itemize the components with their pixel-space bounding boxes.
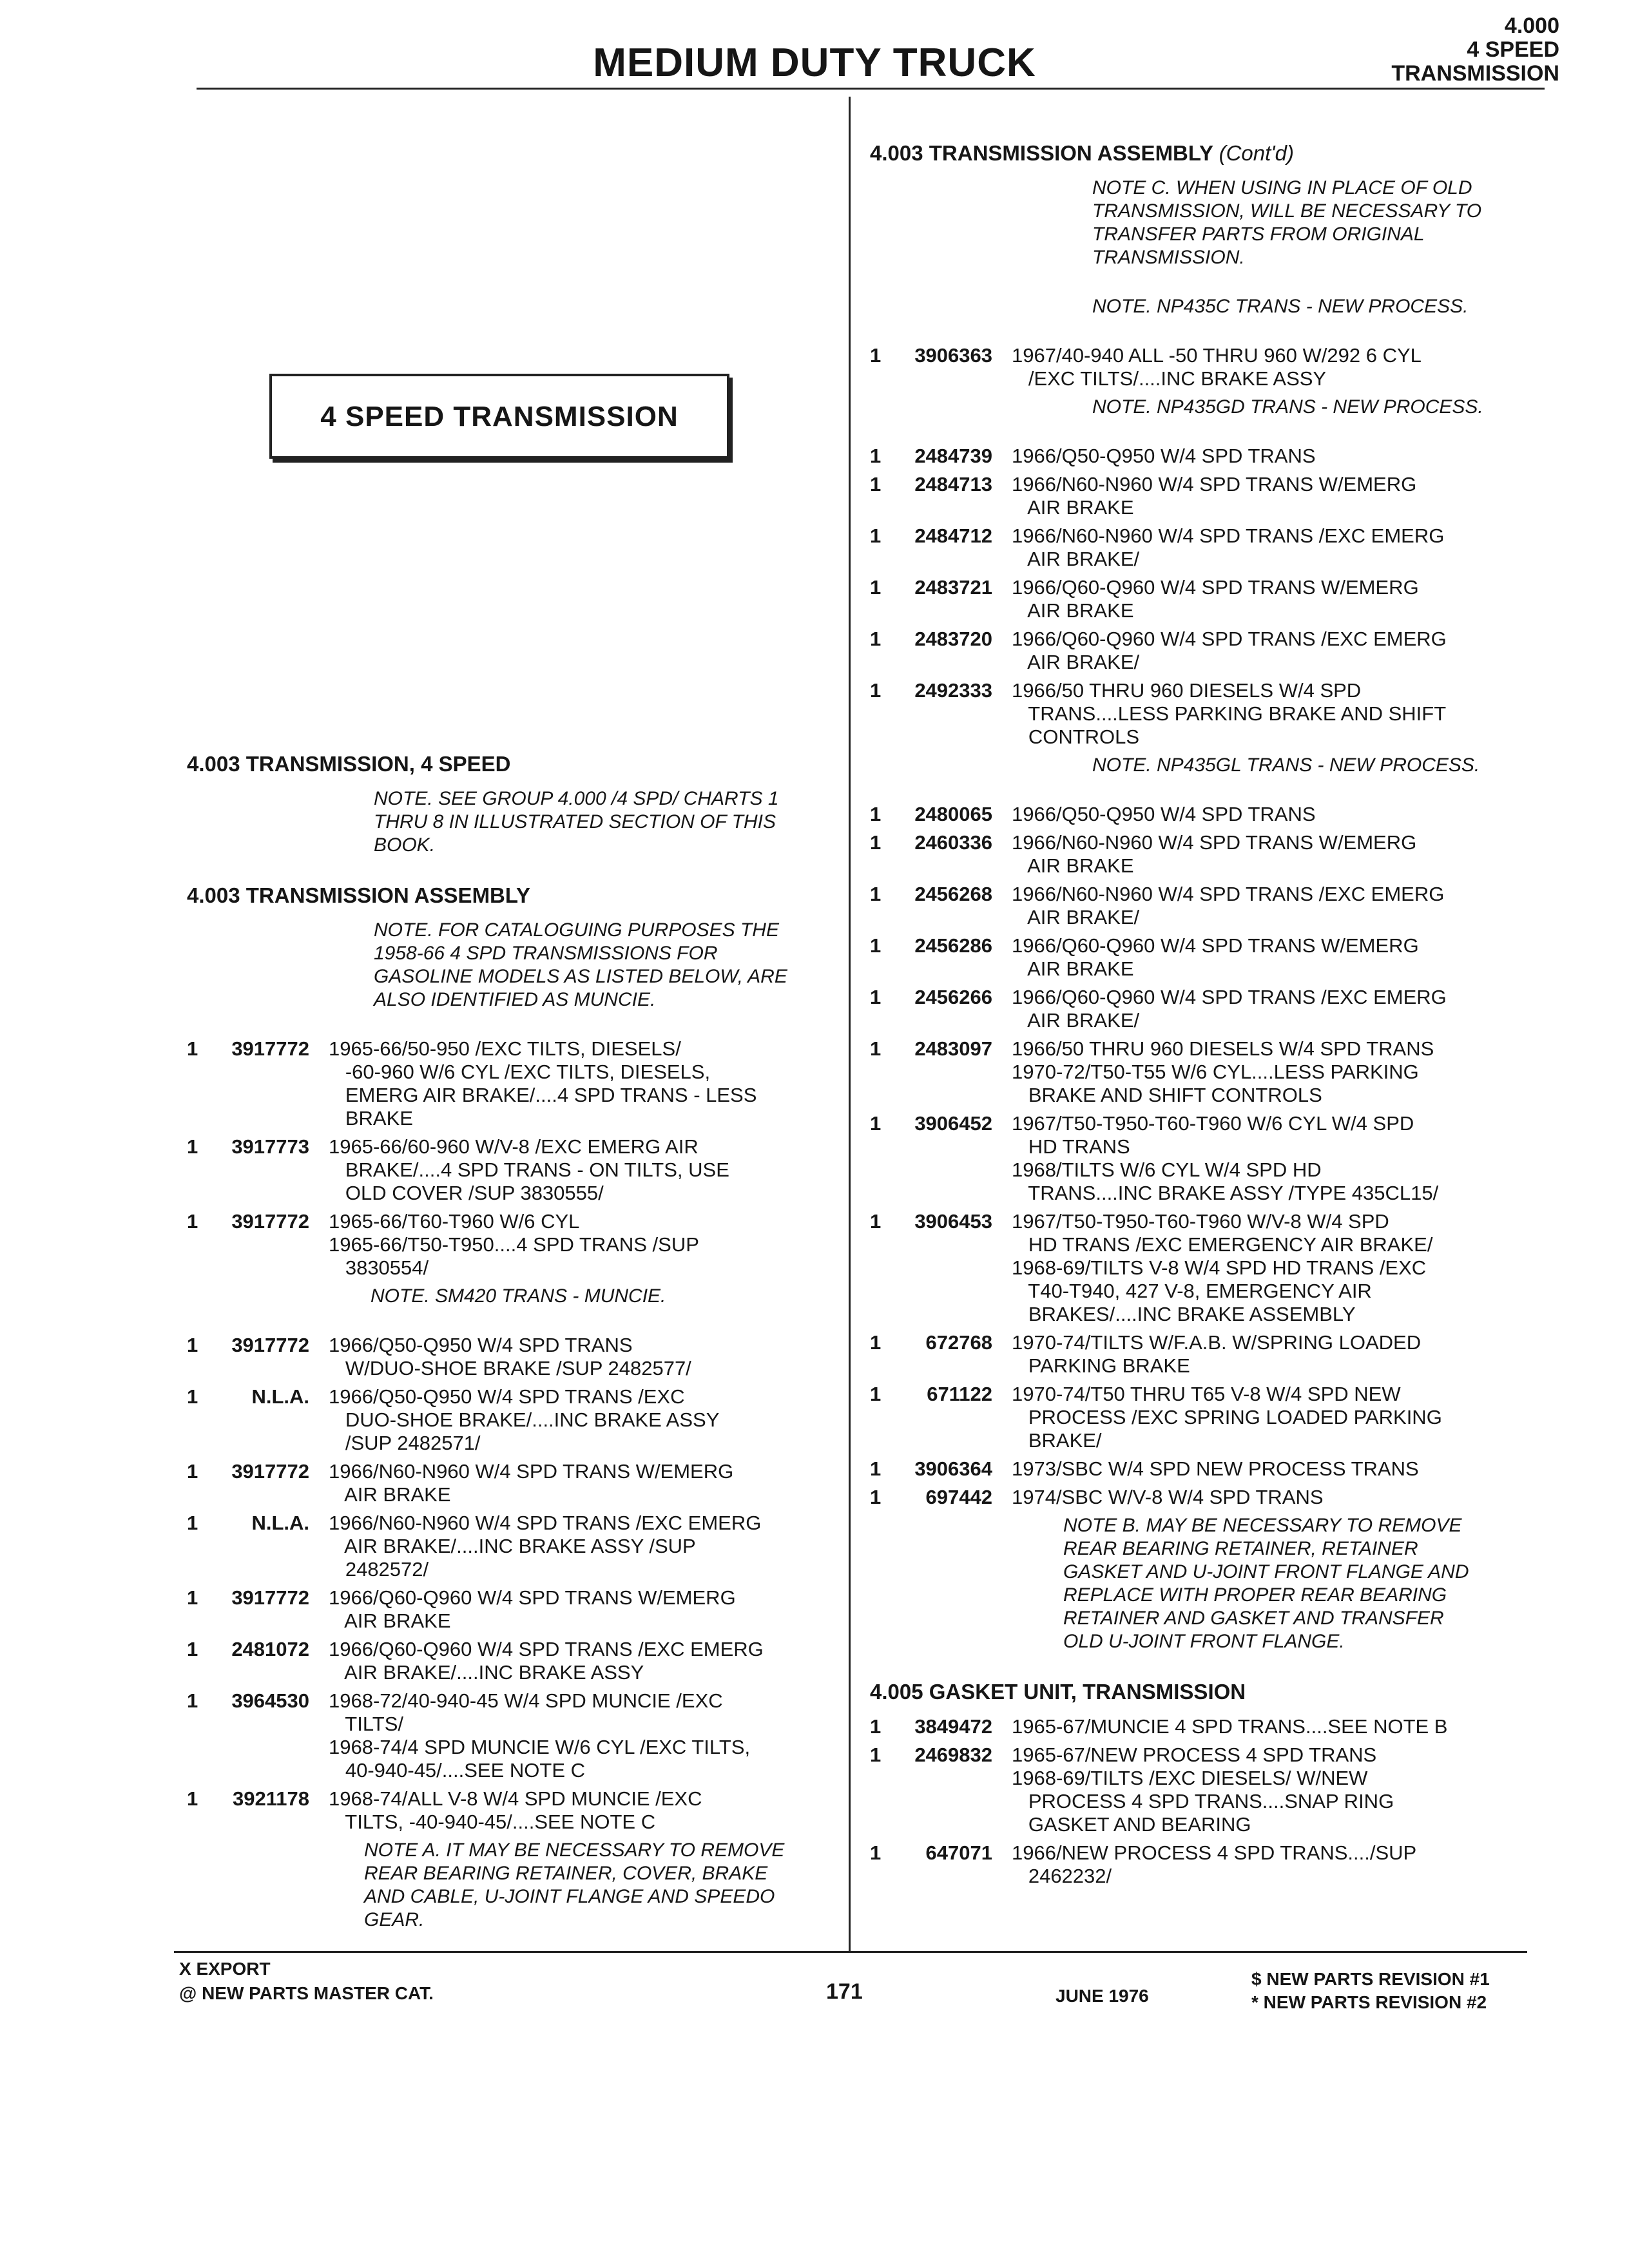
part-row xyxy=(870,1457,1566,1481)
section-heading xyxy=(187,751,838,777)
part-row xyxy=(870,1744,1566,1836)
quantity: 1 xyxy=(187,1135,198,1158)
description-line: AIR BRAKE/....INC BRAKE ASSY /SUP xyxy=(329,1535,696,1557)
description-line: 1968-69/TILTS /EXC DIESELS/ W/NEW xyxy=(1012,1767,1368,1789)
description-line: AIR BRAKE/ xyxy=(1012,1009,1140,1032)
description-line: 1966/50 THRU 960 DIESELS W/4 SPD xyxy=(1012,679,1362,702)
part-description xyxy=(329,1787,838,1834)
footer-date: JUNE 1976 xyxy=(1055,1986,1149,2006)
part-number: 2456268 xyxy=(914,883,992,905)
description-line: HD TRANS xyxy=(1012,1135,1130,1158)
description-line: 1968/TILTS W/6 CYL W/4 SPD HD xyxy=(1012,1158,1322,1181)
description-line: 1966/N60-N960 W/4 SPD TRANS /EXC EMERG xyxy=(329,1512,762,1534)
part-row xyxy=(187,1334,838,1380)
section-box xyxy=(269,374,729,459)
part-description xyxy=(1012,1841,1566,1888)
description-line: 1973/SBC W/4 SPD NEW PROCESS TRANS xyxy=(1012,1457,1419,1480)
part-description xyxy=(1012,524,1566,571)
part-row xyxy=(870,1486,1566,1509)
part-description xyxy=(329,1460,838,1506)
part-description xyxy=(1012,1383,1566,1452)
quantity: 1 xyxy=(187,1512,198,1534)
quantity: 1 xyxy=(870,473,882,495)
part-description xyxy=(1012,1486,1566,1509)
part-number: 697442 xyxy=(925,1486,992,1508)
part-number: 671122 xyxy=(927,1383,992,1405)
quantity: 1 xyxy=(187,1210,198,1233)
header-rule xyxy=(197,88,1545,90)
description-line: HD TRANS /EXC EMERGENCY AIR BRAKE/ xyxy=(1012,1233,1433,1256)
part-number: 2469832 xyxy=(914,1744,992,1766)
part-description xyxy=(329,1689,838,1782)
part-number: 2460336 xyxy=(914,831,992,854)
description-line: 1966/Q60-Q960 W/4 SPD TRANS /EXC EMERG xyxy=(1012,986,1447,1008)
quantity: 1 xyxy=(870,1744,882,1766)
quantity: 1 xyxy=(187,1638,198,1660)
description-line: 1968-74/ALL V-8 W/4 SPD MUNCIE /EXC xyxy=(329,1787,702,1810)
quantity: 1 xyxy=(870,1715,882,1738)
part-description xyxy=(1012,445,1566,468)
description-line: /SUP 2482571/ xyxy=(329,1432,481,1454)
quantity: 1 xyxy=(870,1210,882,1233)
part-number: 3964530 xyxy=(231,1689,309,1712)
description-line: TILTS/ xyxy=(329,1713,403,1735)
description-line: 1968-69/TILTS V-8 W/4 SPD HD TRANS /EXC xyxy=(1012,1256,1427,1279)
description-line: 1965-66/T50-T950....4 SPD TRANS /SUP xyxy=(329,1233,699,1256)
part-description xyxy=(1012,344,1566,390)
description-line: AIR BRAKE xyxy=(1012,957,1134,980)
description-line: TRANS....LESS PARKING BRAKE AND SHIFT xyxy=(1012,702,1447,725)
section-heading xyxy=(870,1679,1566,1705)
quantity: 1 xyxy=(187,1385,198,1408)
description-line: 1966/Q60-Q960 W/4 SPD TRANS W/EMERG xyxy=(1012,576,1419,599)
note-text: NOTE. NP435GD TRANS - NEW PROCESS. xyxy=(1092,396,1483,418)
part-number: 672768 xyxy=(925,1331,992,1354)
description-line: 1965-66/50-950 /EXC TILTS, DIESELS/ xyxy=(329,1037,681,1060)
quantity: 1 xyxy=(870,883,882,905)
section-subtitle-2: TRANSMISSION xyxy=(1391,61,1559,86)
part-number: 647071 xyxy=(925,1841,992,1864)
part-row xyxy=(187,1787,838,1834)
description-line: AIR BRAKE xyxy=(329,1610,451,1632)
part-row xyxy=(870,883,1566,929)
part-row xyxy=(870,628,1566,674)
part-number: 2480065 xyxy=(914,803,992,825)
note-text: NOTE C. WHEN USING IN PLACE OF OLD TRANSMISSION, WILL BE NECESSARY TO TRANSFER PARTS FROM ORIGINAL TRANSMISSION. xyxy=(1092,177,1482,268)
part-number: 2456286 xyxy=(914,934,992,957)
part-description xyxy=(1012,1112,1566,1205)
continued-label: (Cont'd) xyxy=(1219,141,1294,165)
section-number: 4.000 xyxy=(1504,14,1559,38)
section-box-label: 4 SPEED TRANSMISSION xyxy=(320,401,679,432)
description-line: 1966/Q60-Q960 W/4 SPD TRANS W/EMERG xyxy=(1012,934,1419,957)
part-number: 3917772 xyxy=(231,1037,309,1060)
part-description xyxy=(1012,1331,1566,1378)
part-description xyxy=(1012,1457,1566,1481)
part-number: 2456266 xyxy=(914,986,992,1008)
part-row xyxy=(870,524,1566,571)
description-line: 2462232/ xyxy=(1012,1865,1112,1887)
part-row xyxy=(187,1385,838,1455)
part-number: N.L.A. xyxy=(251,1512,309,1534)
part-description xyxy=(329,1638,838,1684)
quantity: 1 xyxy=(870,628,882,650)
description-line: GASKET AND BEARING xyxy=(1012,1813,1251,1836)
footer-master: @ NEW PARTS MASTER CAT. xyxy=(179,1983,434,2003)
part-number: 3917772 xyxy=(231,1210,309,1233)
part-description xyxy=(1012,934,1566,981)
part-description xyxy=(329,1135,838,1205)
part-description xyxy=(1012,831,1566,878)
right-column xyxy=(870,140,1566,1893)
quantity: 1 xyxy=(870,1486,882,1508)
description-line: DUO-SHOE BRAKE/....INC BRAKE ASSY xyxy=(329,1408,720,1431)
part-description xyxy=(1012,473,1566,519)
part-description xyxy=(1012,576,1566,622)
description-line: BRAKE AND SHIFT CONTROLS xyxy=(1012,1084,1322,1106)
quantity: 1 xyxy=(870,831,882,854)
quantity: 1 xyxy=(870,803,882,825)
description-line: BRAKE/....4 SPD TRANS - ON TILTS, USE xyxy=(329,1158,729,1181)
description-line: 1966/50 THRU 960 DIESELS W/4 SPD TRANS xyxy=(1012,1037,1434,1060)
quantity: 1 xyxy=(187,1037,198,1060)
quantity: 1 xyxy=(870,1383,882,1405)
part-row xyxy=(187,1586,838,1633)
part-number: 2484713 xyxy=(914,473,992,495)
quantity: 1 xyxy=(870,934,882,957)
description-line: PROCESS /EXC SPRING LOADED PARKING xyxy=(1012,1406,1442,1428)
part-description xyxy=(1012,1037,1566,1107)
description-line: BRAKE xyxy=(329,1107,413,1129)
section-heading-text: 4.003 TRANSMISSION, 4 SPEED xyxy=(187,752,511,776)
part-number: 2484739 xyxy=(914,445,992,467)
part-row xyxy=(187,1210,838,1280)
description-line: 1965-66/60-960 W/V-8 /EXC EMERG AIR xyxy=(329,1135,699,1158)
description-line: 1966/N60-N960 W/4 SPD TRANS /EXC EMERG xyxy=(1012,524,1445,547)
description-line: 1965-67/NEW PROCESS 4 SPD TRANS xyxy=(1012,1744,1377,1766)
part-description xyxy=(329,1385,838,1455)
description-line: 1966/Q50-Q950 W/4 SPD TRANS xyxy=(329,1334,633,1356)
description-line: 1970-72/T50-T55 W/6 CYL....LESS PARKING xyxy=(1012,1061,1419,1083)
part-row xyxy=(187,1135,838,1205)
section-heading-text: 4.005 GASKET UNIT, TRANSMISSION xyxy=(870,1680,1246,1704)
part-row xyxy=(187,1037,838,1130)
part-description xyxy=(1012,1715,1566,1738)
description-line: /EXC TILTS/....INC BRAKE ASSY xyxy=(1012,367,1327,390)
quantity: 1 xyxy=(870,1331,882,1354)
page-title: MEDIUM DUTY TRUCK xyxy=(593,41,1036,85)
description-line: 1966/Q60-Q960 W/4 SPD TRANS /EXC EMERG xyxy=(329,1638,764,1660)
part-row xyxy=(870,576,1566,622)
part-number: 3906453 xyxy=(914,1210,992,1233)
quantity: 1 xyxy=(187,1460,198,1483)
description-line: AIR BRAKE xyxy=(1012,854,1134,877)
note-text: NOTE. NP435C TRANS - NEW PROCESS. xyxy=(1092,296,1469,317)
description-line: TILTS, -40-940-45/....SEE NOTE C xyxy=(329,1811,656,1833)
quantity: 1 xyxy=(187,1689,198,1712)
part-number: 3921178 xyxy=(233,1787,309,1810)
description-line: 1966/N60-N960 W/4 SPD TRANS W/EMERG xyxy=(1012,473,1417,495)
part-description xyxy=(1012,986,1566,1032)
part-number: 3917772 xyxy=(231,1586,309,1609)
description-line: 1966/N60-N960 W/4 SPD TRANS W/EMERG xyxy=(329,1460,734,1483)
description-line: AIR BRAKE/ xyxy=(1012,548,1140,570)
description-line: 1968-74/4 SPD MUNCIE W/6 CYL /EXC TILTS, xyxy=(329,1736,751,1758)
description-line: EMERG AIR BRAKE/....4 SPD TRANS - LESS xyxy=(329,1084,757,1106)
column-divider xyxy=(849,97,851,1952)
part-row xyxy=(870,445,1566,468)
part-description xyxy=(1012,883,1566,929)
description-line: 1966/Q50-Q950 W/4 SPD TRANS /EXC xyxy=(329,1385,685,1408)
part-description xyxy=(1012,803,1566,826)
description-line: AIR BRAKE/ xyxy=(1012,651,1140,673)
part-row xyxy=(870,831,1566,878)
description-line: PARKING BRAKE xyxy=(1012,1354,1190,1377)
page-number: 171 xyxy=(826,1979,863,2004)
description-line: 1968-72/40-940-45 W/4 SPD MUNCIE /EXC xyxy=(329,1689,723,1712)
part-number: 2483097 xyxy=(914,1037,992,1060)
note-text: NOTE. NP435GL TRANS - NEW PROCESS. xyxy=(1092,754,1480,776)
description-line: 1967/40-940 ALL -50 THRU 960 W/292 6 CYL xyxy=(1012,344,1422,367)
part-row xyxy=(870,473,1566,519)
part-number: 3917773 xyxy=(231,1135,309,1158)
description-line: 1967/T50-T950-T60-T960 W/6 CYL W/4 SPD xyxy=(1012,1112,1414,1135)
part-number: 3917772 xyxy=(231,1334,309,1356)
section-heading-text: 4.003 TRANSMISSION ASSEMBLY xyxy=(870,141,1213,165)
part-description xyxy=(329,1210,838,1280)
part-number: 2484712 xyxy=(914,524,992,547)
description-line: 1966/Q60-Q960 W/4 SPD TRANS /EXC EMERG xyxy=(1012,628,1447,650)
part-description xyxy=(329,1037,838,1130)
description-line: AIR BRAKE xyxy=(1012,599,1134,622)
part-row xyxy=(187,1460,838,1506)
description-line: OLD COVER /SUP 3830555/ xyxy=(329,1182,604,1204)
part-row xyxy=(870,1383,1566,1452)
part-row xyxy=(187,1512,838,1581)
note-text: NOTE A. IT MAY BE NECESSARY TO REMOVE REAR BEARING RETAINER, COVER, BRAKE AND CABLE, U-JOINT FLANGE AND SPEEDO GEAR. xyxy=(364,1840,785,1930)
note-text: NOTE B. MAY BE NECESSARY TO REMOVE REAR BEARING RETAINER, RETAINER GASKET AND U-JOINT FRONT FLANGE AND REPLACE WITH PROPER REAR BEARING RETAINER AND GASKET AND TRANSFER OLD U-JOINT FRONT FLANGE. xyxy=(1063,1515,1469,1652)
description-line: 2482572/ xyxy=(329,1558,429,1581)
part-row xyxy=(870,1715,1566,1738)
description-line: PROCESS 4 SPD TRANS....SNAP RING xyxy=(1012,1790,1394,1812)
description-line: TRANS....INC BRAKE ASSY /TYPE 435CL15/ xyxy=(1012,1182,1439,1204)
section-heading-text: 4.003 TRANSMISSION ASSEMBLY xyxy=(187,883,531,907)
footer-revision-2: * NEW PARTS REVISION #2 xyxy=(1251,1992,1487,2012)
section-heading xyxy=(870,140,1566,166)
quantity: 1 xyxy=(870,445,882,467)
part-number: 3849472 xyxy=(914,1715,992,1738)
description-line: 1966/Q60-Q960 W/4 SPD TRANS W/EMERG xyxy=(329,1586,736,1609)
quantity: 1 xyxy=(187,1334,198,1356)
part-row xyxy=(870,1331,1566,1378)
footer-rule xyxy=(174,1951,1527,1953)
quantity: 1 xyxy=(870,1841,882,1864)
quantity: 1 xyxy=(870,1457,882,1480)
part-description xyxy=(329,1586,838,1633)
description-line: AIR BRAKE/ xyxy=(1012,906,1140,928)
left-column xyxy=(187,751,838,1957)
quantity: 1 xyxy=(187,1586,198,1609)
quantity: 1 xyxy=(870,1037,882,1060)
part-row xyxy=(870,986,1566,1032)
part-number: N.L.A. xyxy=(251,1385,309,1408)
description-line: BRAKES/....INC BRAKE ASSEMBLY xyxy=(1012,1303,1356,1325)
part-description xyxy=(1012,679,1566,749)
description-line: 1970-74/TILTS W/F.A.B. W/SPRING LOADED xyxy=(1012,1331,1422,1354)
part-row xyxy=(870,344,1566,390)
description-line: 1966/N60-N960 W/4 SPD TRANS W/EMERG xyxy=(1012,831,1417,854)
part-description xyxy=(329,1334,838,1380)
description-line: AIR BRAKE xyxy=(1012,496,1134,519)
quantity: 1 xyxy=(187,1787,198,1810)
quantity: 1 xyxy=(870,576,882,599)
footer-revision-1: $ NEW PARTS REVISION #1 xyxy=(1251,1969,1490,1989)
quantity: 1 xyxy=(870,344,882,367)
part-row xyxy=(870,1210,1566,1326)
section-subtitle: 4 SPEED xyxy=(1467,37,1559,62)
description-line: 1970-74/T50 THRU T65 V-8 W/4 SPD NEW xyxy=(1012,1383,1401,1405)
part-number: 3917772 xyxy=(231,1460,309,1483)
note-text: NOTE. SEE GROUP 4.000 /4 SPD/ CHARTS 1 THRU 8 IN ILLUSTRATED SECTION OF THIS BOOK. xyxy=(374,788,779,856)
description-line: 1967/T50-T950-T60-T960 W/V-8 W/4 SPD xyxy=(1012,1210,1389,1233)
part-row xyxy=(870,1112,1566,1205)
quantity: 1 xyxy=(870,679,882,702)
section-heading xyxy=(187,883,838,908)
description-line: 1966/Q50-Q950 W/4 SPD TRANS xyxy=(1012,445,1316,467)
note-text: NOTE. FOR CATALOGUING PURPOSES THE 1958-66 4 SPD TRANSMISSIONS FOR GASOLINE MODELS AS LISTED BELOW, ARE ALSO IDENTIFIED AS MUNCIE. xyxy=(374,919,787,1010)
description-line: 3830554/ xyxy=(329,1256,429,1279)
description-line: 40-940-45/....SEE NOTE C xyxy=(329,1759,585,1782)
quantity: 1 xyxy=(870,524,882,547)
description-line: T40-T940, 427 V-8, EMERGENCY AIR xyxy=(1012,1280,1372,1302)
section-label xyxy=(1391,14,1559,86)
part-number: 2492333 xyxy=(914,679,992,702)
description-line: CONTROLS xyxy=(1012,726,1140,748)
part-number: 3906363 xyxy=(914,344,992,367)
description-line: 1966/Q50-Q950 W/4 SPD TRANS xyxy=(1012,803,1316,825)
description-line: 1966/N60-N960 W/4 SPD TRANS /EXC EMERG xyxy=(1012,883,1445,905)
description-line: BRAKE/ xyxy=(1012,1429,1102,1452)
description-line: 1965-67/MUNCIE 4 SPD TRANS....SEE NOTE B xyxy=(1012,1715,1448,1738)
description-line: W/DUO-SHOE BRAKE /SUP 2482577/ xyxy=(329,1357,691,1379)
quantity: 1 xyxy=(870,986,882,1008)
description-line: AIR BRAKE xyxy=(329,1483,451,1506)
part-row xyxy=(870,1841,1566,1888)
footer-export: X EXPORT xyxy=(179,1959,271,1979)
part-row xyxy=(870,679,1566,749)
part-row xyxy=(870,1037,1566,1107)
part-row xyxy=(870,803,1566,826)
part-number: 3906364 xyxy=(914,1457,992,1480)
part-row xyxy=(870,934,1566,981)
description-line: -60-960 W/6 CYL /EXC TILTS, DIESELS, xyxy=(329,1061,711,1083)
note-text: NOTE. SM420 TRANS - MUNCIE. xyxy=(371,1285,666,1307)
description-line: 1965-66/T60-T960 W/6 CYL xyxy=(329,1210,580,1233)
description-line: AIR BRAKE/....INC BRAKE ASSY xyxy=(329,1661,644,1684)
description-line: 1966/NEW PROCESS 4 SPD TRANS..../SUP xyxy=(1012,1841,1417,1864)
part-description xyxy=(1012,1744,1566,1836)
part-row xyxy=(187,1689,838,1782)
part-number: 2481072 xyxy=(231,1638,309,1660)
part-description xyxy=(1012,1210,1566,1326)
part-description xyxy=(1012,628,1566,674)
part-number: 3906452 xyxy=(914,1112,992,1135)
part-number: 2483720 xyxy=(914,628,992,650)
part-description xyxy=(329,1512,838,1581)
part-number: 2483721 xyxy=(914,576,992,599)
quantity: 1 xyxy=(870,1112,882,1135)
part-row xyxy=(187,1638,838,1684)
description-line: 1974/SBC W/V-8 W/4 SPD TRANS xyxy=(1012,1486,1324,1508)
